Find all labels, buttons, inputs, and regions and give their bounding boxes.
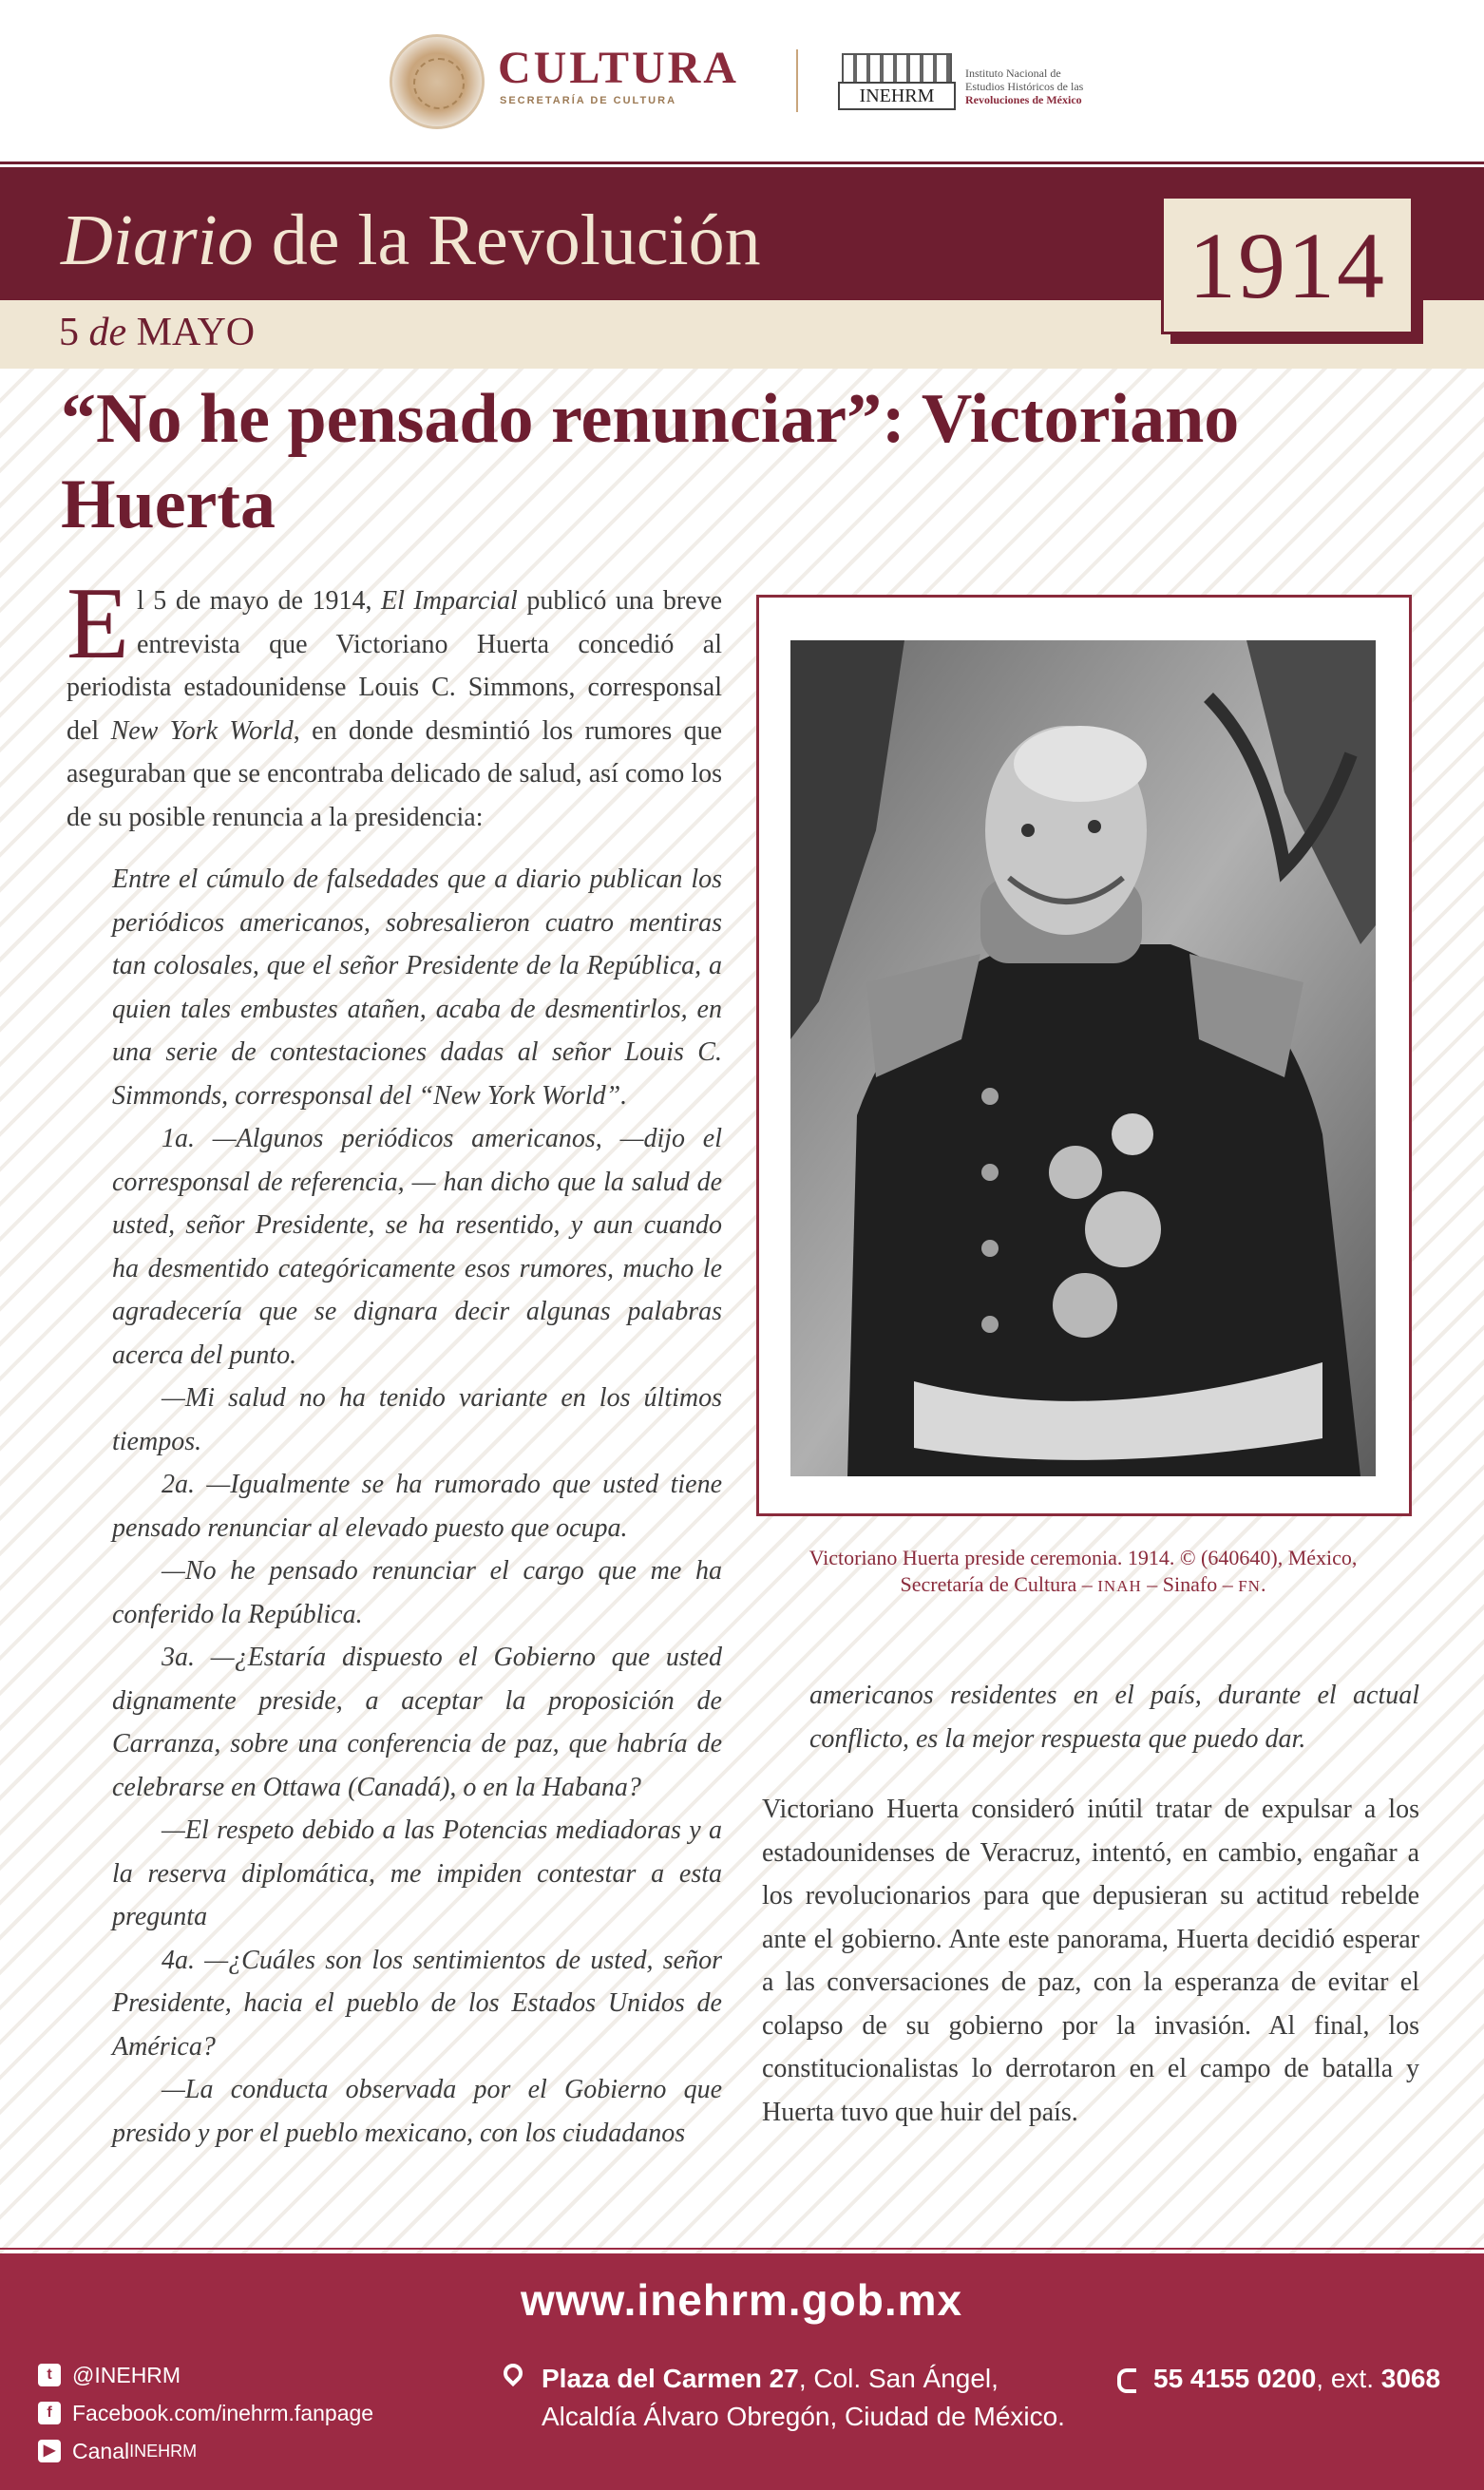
portrait-illustration [790,640,1376,1476]
intro-paragraph: El 5 de mayo de 1914, El Imparcial publicó una breve entrevista que Victoriano Huerta concedió al periodista estadounidense Louis C. Simmons, corresponsal del New York World, en donde desmintió los rumores que aseguraban que se encontraba delicado de salud, así como los de su posible renuncia a la presidencia: [67,567,723,832]
inehrm-logo [834,53,958,108]
social-links [38,2356,373,2470]
cultura-logo: CULTURA [498,43,739,93]
logo-divider [796,49,798,112]
youtube-icon: ▶ [38,2440,61,2462]
drop-cap: E [67,567,129,680]
inehrm-logo-text: INEHRM [838,82,956,110]
footer-rule [0,2248,1484,2250]
series-title: Diario de la Revolución [61,200,761,280]
phone-icon [1117,2368,1136,2393]
article-left-column [67,567,723,2155]
footer [0,2253,1484,2490]
quote-continuation: americanos residentes en el país, durante el actual conflicto, es la mejor respuesta que puedo dar. [809,1681,1419,1754]
twitter-link[interactable]: t @INEHRM [38,2356,373,2394]
youtube-link[interactable]: ▶ Canal INEHRM [38,2432,373,2470]
quote-paragraph: Entre el cúmulo de falsedades que a diario publican los periódicos americanos, sobresalieron cuatro mentiras tan colosales, que el señor Presidente de la República, a quien tales embustes atañen, acaba de desmentirlos, en una serie de contestaciones dadas al señor Louis C. Simmonds, corresponsal del “New York World”. [112,865,722,1111]
quote-paragraph: 2a. —Igualmente se ha rumorado que usted tiene pensado renunciar al elevado puesto que ocupa. [112,1470,722,1543]
quote-paragraph: —Mi salud no ha tenido variante en los últimos tiempos. [112,1383,722,1456]
band-top-rule [0,162,1484,164]
year-box: 1914 [1161,196,1414,334]
quote-paragraph: —No he pensado renunciar el cargo que me ha conferido la República. [112,1556,722,1629]
phone-number: 55 4155 0200, ext. 3068 [1117,2360,1440,2398]
address: Plaza del Carmen 27, Col. San Ángel, Alcaldía Álvaro Obregón, Ciudad de México. [504,2360,1065,2436]
article-headline: “No he pensado renunciar”: Victoriano Huerta [61,380,1240,543]
mexico-seal-icon [390,34,485,129]
twitter-icon: t [38,2364,61,2386]
location-pin-icon [500,2360,526,2386]
photo-caption: Victoriano Huerta preside ceremonia. 1914. © (640640), México, Secretaría de Cultura – INAH – Sinafo – FN. [809,1546,1358,1596]
quote-paragraph: 3a. —¿Estaría dispuesto el Gobierno que usted dignamente preside, a aceptar la proposición de Carranza, sobre una conferencia de paz, que habría de celebrarse en Ottawa (Canadá), o en la Habana? [112,1643,722,1802]
header-logos [0,0,1484,162]
facebook-icon: f [38,2402,61,2424]
inehrm-full-name: Instituto Nacional de Estudios Históricos de las Revoluciones de México [965,67,1084,106]
building-icon [842,53,952,84]
website-link[interactable]: www.inehrm.gob.mx [521,2275,963,2325]
quote-paragraph: —El respeto debido a las Potencias mediadoras y a la reserva diplomática, me impiden contestar a esta pregunta [112,1815,722,1931]
article-date: 5 de MAYO [59,311,256,354]
huerta-photo [790,640,1376,1476]
closing-paragraph: Victoriano Huerta consideró inútil tratar de expulsar a los estadounidenses de Veracruz, intentó, en cambio, engañar a los revolucionarios para que depusieran su actitud rebelde ante el gobierno. Ante este panorama, Huerta decidió esperar a las conversaciones de paz, con la esperanza de evitar el colapso de su gobierno por la invasión. Al final, los constitucionalistas lo derrotaron en el campo de batalla y Huerta tuvo que huir del país. [762,1795,1419,2127]
quote-paragraph: 4a. —¿Cuáles son los sentimientos de usted, señor Presidente, hacia el pueblo de los Estados Unidos de América? [112,1945,722,2062]
quote-paragraph: 1a. —Algunos periódicos americanos, —dijo el corresponsal de referencia, — han dicho que la salud de usted, señor Presidente, se ha resentido, y aun cuando ha desmentido categóricamente esos rumores, mucho le agradecería que se dignara decir algunas palabras acerca del punto. [112,1124,722,1370]
facebook-link[interactable]: f Facebook.com/inehrm.fanpage [38,2394,373,2432]
quote-paragraph: —La conducta observada por el Gobierno que presido y por el pueblo mexicano, con los ciudadanos [112,2075,722,2148]
cultura-subtitle: SECRETARÍA DE CULTURA [500,95,677,106]
